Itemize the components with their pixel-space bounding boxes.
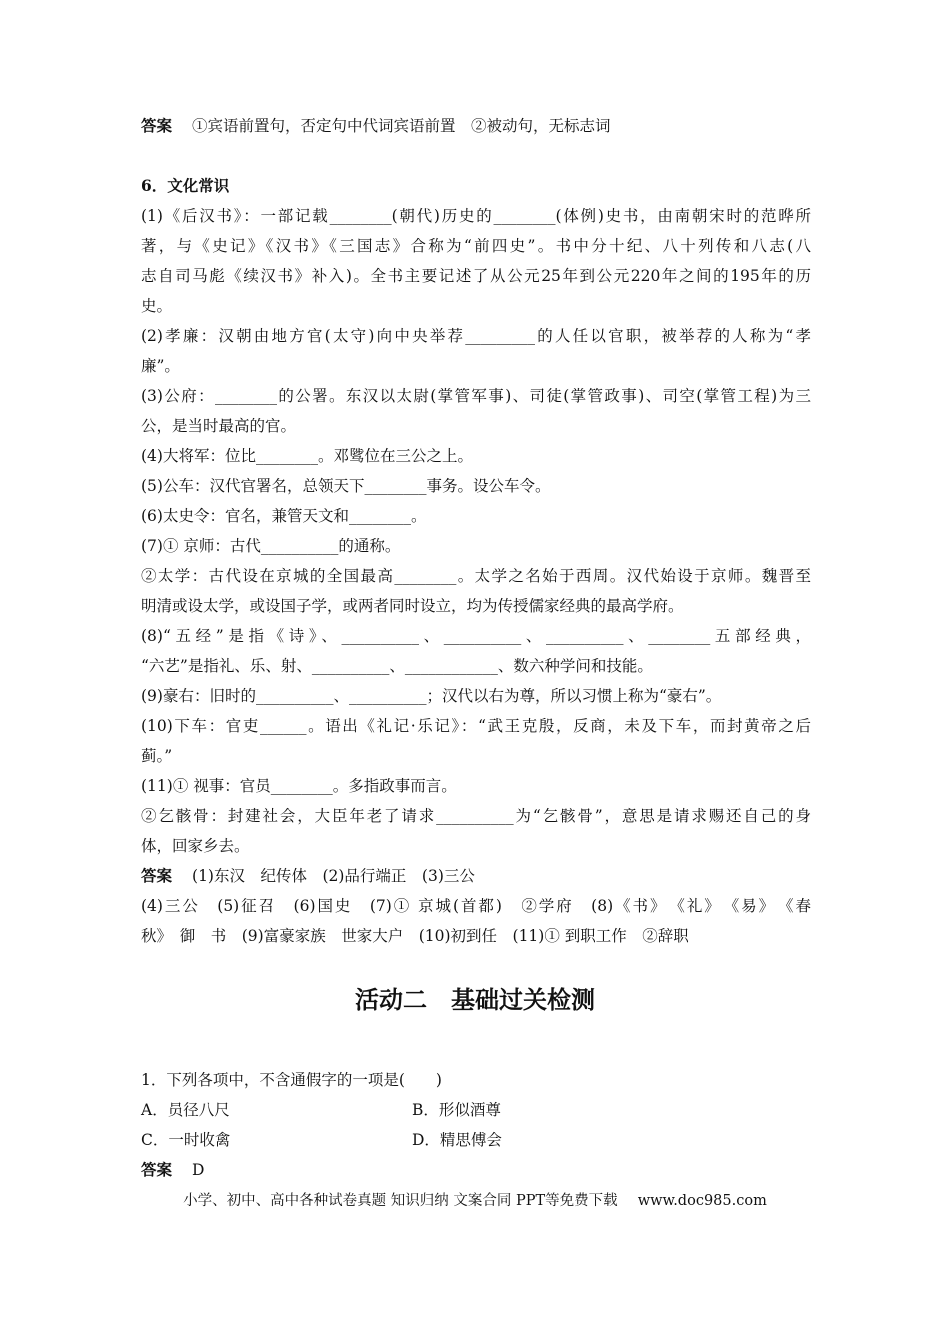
answer-line bbox=[141, 1160, 811, 1180]
footer-url[interactable]: www.doc985.com bbox=[637, 1193, 767, 1209]
text-line: (11)① 视事：官员________。多指政事而言。 bbox=[141, 777, 457, 795]
answer-value: D bbox=[192, 1161, 205, 1179]
text-line: (7)① 京师：古代__________的通称。 bbox=[141, 537, 401, 555]
answer-text: ①宾语前置句，否定句中代词宾语前置 ②被动句，无标志词 bbox=[192, 117, 611, 135]
text-line: 著，与《史记》《汉书》《三国志》合称为“前四史”。书中分十纪、八十列传和八志(八 bbox=[141, 237, 811, 255]
page-footer bbox=[0, 1191, 950, 1211]
answer-line: 秋》 御 书 (9)富豪家族 世家大户 (10)初到任 (11)① 到职工作 ②辞职 bbox=[141, 927, 689, 945]
footer-text: 小学、初中、高中各种试卷真题 知识归纳 文案合同 PPT等免费下载 bbox=[183, 1193, 618, 1209]
text-line: 蓟。” bbox=[141, 747, 173, 765]
text-line: 史。 bbox=[141, 297, 173, 315]
option-d: D．精思傅会 bbox=[412, 1131, 502, 1149]
text-line: (4)大将军：位比________。邓骘位在三公之上。 bbox=[141, 447, 473, 465]
text-line: 明清或设太学，或设国子学，或两者同时设立，均为传授儒家经典的最高学府。 bbox=[141, 597, 684, 615]
text-line: (5)公车：汉代官署名，总领天下________事务。设公车令。 bbox=[141, 477, 551, 495]
answer-line bbox=[141, 866, 811, 886]
option-a: A．员径八尺 bbox=[141, 1101, 230, 1119]
section-heading: 活动二 基础过关检测 bbox=[355, 985, 595, 1014]
text-line: ②太学：古代设在京城的全国最高________。太学之名始于西周。汉代始设于京师。魏晋至 bbox=[141, 567, 811, 585]
text-line: 廉”。 bbox=[141, 357, 180, 375]
text-line: (10)下车：官吏______。语出《礼记·乐记》：“武王克殷，反商，未及下车，而封黄帝之后 bbox=[141, 717, 811, 735]
text-line: 公，是当时最高的官。 bbox=[141, 417, 297, 435]
answer-line-top bbox=[141, 116, 811, 136]
text-line: (2)孝廉：汉朝由地方官(太守)向中央举荐_________的人任以官职，被举荐的人称为“孝 bbox=[141, 327, 811, 345]
question-text: 1．下列各项中，不含通假字的一项是( ) bbox=[141, 1071, 442, 1089]
text-line: ②乞骸骨：封建社会，大臣年老了请求__________为“乞骸骨”，意思是请求赐还自己的身 bbox=[141, 807, 811, 825]
text-line: (1)《后汉书》：一部记载________(朝代)历史的________(体例)史书，由南朝宋时的范晔所 bbox=[141, 207, 811, 225]
answer-label: 答案 bbox=[141, 1160, 173, 1179]
text-line: (3)公府：________的公署。东汉以太尉(掌管军事)、司徒(掌管政事)、司空(掌管工程)为三 bbox=[141, 387, 811, 405]
answer-text: (1)东汉 纪传体 (2)品行端正 (3)三公 bbox=[192, 867, 475, 885]
answer-label: 答案 bbox=[141, 116, 173, 135]
answer-label: 答案 bbox=[141, 866, 173, 885]
option-c: C．一时收禽 bbox=[141, 1131, 231, 1149]
text-line: 体，回家乡去。 bbox=[141, 837, 250, 855]
text-line: (8)“五经”是指《诗》、__________、__________、__________、________五部经典， bbox=[141, 627, 811, 645]
text-line: (9)豪右：旧时的__________、__________；汉代以右为尊，所以习惯上称为“豪右”。 bbox=[141, 687, 722, 705]
section-title: 6．文化常识 bbox=[141, 176, 230, 195]
text-line: 志自司马彪《续汉书》补入)。全书主要记述了从公元25年到公元220年之间的195年的历 bbox=[141, 267, 811, 285]
option-b: B．形似酒尊 bbox=[412, 1101, 501, 1119]
answer-line: (4)三公 (5)征召 (6)国史 (7)① 京城(首都) ②学府 (8)《书》 《礼》 《易》 《春 bbox=[141, 897, 811, 915]
text-line: “六艺”是指礼、乐、射、__________、____________、数六种学问和技能。 bbox=[141, 657, 653, 675]
text-line: (6)太史令：官名，兼管天文和________。 bbox=[141, 507, 427, 525]
